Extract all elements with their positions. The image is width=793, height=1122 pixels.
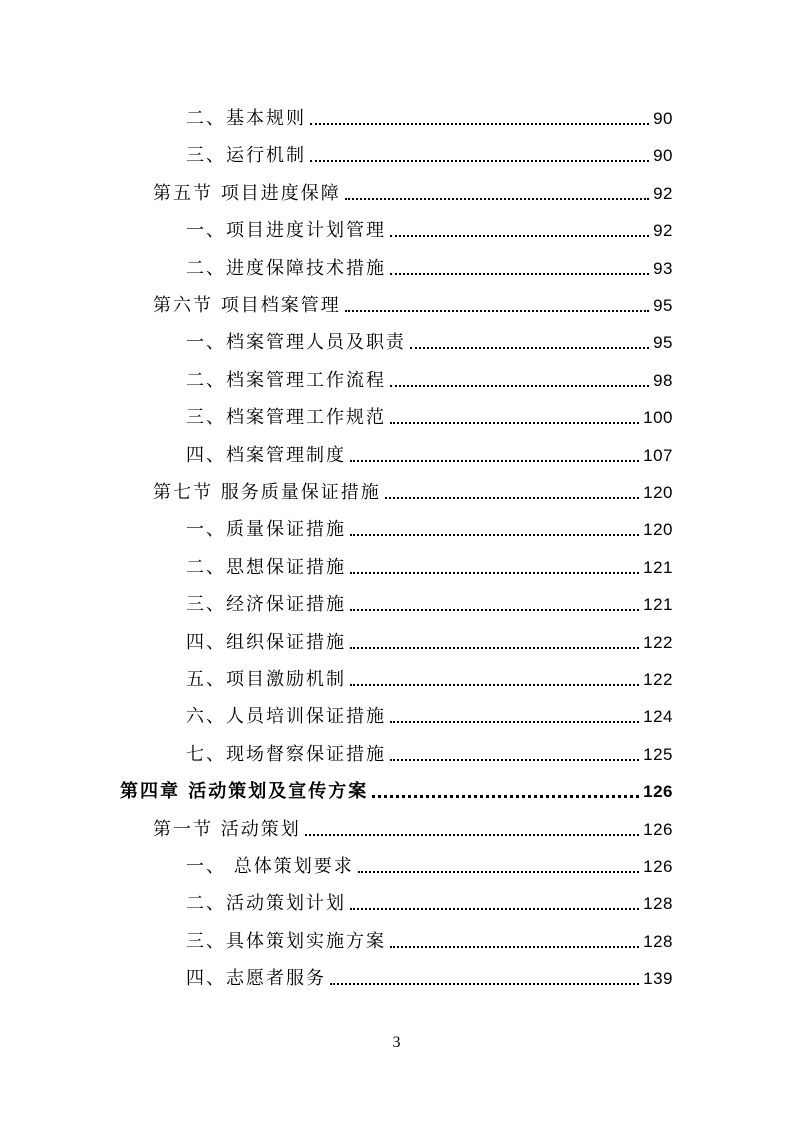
toc-entry-label: 第六节 项目档案管理 <box>153 295 341 316</box>
toc-entry[interactable] <box>186 851 673 879</box>
toc-dot-leader <box>358 871 639 873</box>
toc-entry-page: 95 <box>653 296 673 315</box>
toc-entry[interactable] <box>186 103 673 131</box>
toc-entry-page: 126 <box>643 782 673 802</box>
toc-entry[interactable] <box>186 327 673 355</box>
toc-entry-label: 三、档案管理工作规范 <box>186 407 386 429</box>
toc-entry-label: 五、项目激励机制 <box>186 669 346 690</box>
toc-entry-page: 124 <box>643 707 673 727</box>
toc-dot-leader <box>350 908 639 910</box>
toc-dot-leader <box>390 946 639 948</box>
toc-entry[interactable] <box>153 814 673 842</box>
toc-dot-leader <box>390 759 639 761</box>
toc-dot-leader <box>350 460 639 462</box>
toc-entry-label: 四、组织保证措施 <box>186 631 346 653</box>
toc-entry-label: 六、人员培训保证措施 <box>186 706 386 728</box>
toc-dot-leader <box>372 795 639 798</box>
toc-entry-label: 第一节 活动策划 <box>153 818 301 840</box>
toc-entry-label: 四、档案管理制度 <box>186 444 346 466</box>
toc-dot-leader <box>330 983 639 985</box>
toc-entry-page: 90 <box>653 146 673 166</box>
toc-entry-label: 第四章 活动策划及宣传方案 <box>120 781 369 803</box>
toc-entry-page: 92 <box>653 183 673 203</box>
toc-entry-label: 一、 总体策划要求 <box>186 856 354 877</box>
toc-entry-label: 一、档案管理人员及职责 <box>186 332 406 354</box>
toc-entry-label: 三、运行机制 <box>186 145 306 167</box>
toc-dot-leader <box>345 310 649 312</box>
toc-entry-label: 二、思想保证措施 <box>186 556 346 578</box>
toc-entry-page: 100 <box>643 408 673 428</box>
toc-dot-leader <box>390 273 649 275</box>
toc-entry-label: 二、活动策划计划 <box>186 893 346 915</box>
toc-entry[interactable] <box>186 739 673 767</box>
toc-entry-label: 三、经济保证措施 <box>186 594 346 616</box>
toc-entry-page: 139 <box>643 969 673 989</box>
toc-dot-leader <box>385 497 639 499</box>
toc-entry[interactable] <box>186 701 673 729</box>
toc-dot-leader <box>390 235 649 237</box>
toc-entry-page: 125 <box>643 744 673 764</box>
toc-entry-label: 一、质量保证措施 <box>186 519 346 541</box>
toc-entry-page: 120 <box>643 483 673 502</box>
toc-dot-leader <box>305 834 639 836</box>
toc-entry[interactable] <box>186 253 673 281</box>
toc-entry-page: 121 <box>643 557 673 577</box>
toc-entry-label: 一、项目进度计划管理 <box>186 220 386 242</box>
toc-entry-page: 122 <box>643 632 673 652</box>
toc-entry-page: 120 <box>643 520 673 540</box>
toc-dot-leader <box>390 385 649 387</box>
toc-dot-leader <box>390 422 639 424</box>
toc-entry[interactable] <box>186 888 673 916</box>
toc-entry[interactable] <box>186 402 673 430</box>
toc-dot-leader <box>350 684 639 686</box>
toc-entry[interactable] <box>186 514 673 542</box>
toc-dot-leader <box>350 609 639 611</box>
toc-dot-leader <box>410 347 649 349</box>
toc-entry[interactable] <box>186 552 673 580</box>
toc-entry-page: 121 <box>643 595 673 615</box>
toc-entry-page: 93 <box>653 258 673 278</box>
toc-entry[interactable] <box>120 776 673 804</box>
toc-entry-page: 122 <box>643 670 673 689</box>
toc-entry[interactable] <box>153 477 673 505</box>
toc-entry-page: 90 <box>653 109 673 128</box>
toc-entry[interactable] <box>186 664 673 692</box>
toc-entry[interactable] <box>186 365 673 393</box>
toc-entry-page: 98 <box>653 370 673 390</box>
toc-entry[interactable] <box>186 926 673 954</box>
toc-entry[interactable] <box>186 440 673 468</box>
toc-entry-label: 三、具体策划实施方案 <box>186 930 386 952</box>
toc-dot-leader <box>345 198 649 200</box>
toc-entry-page: 126 <box>643 819 673 839</box>
toc-dot-leader <box>310 160 649 162</box>
toc-entry[interactable] <box>153 290 673 318</box>
toc-dot-leader <box>390 721 639 723</box>
toc-entry-page: 128 <box>643 894 673 914</box>
toc-entry-page: 128 <box>643 931 673 951</box>
toc-entry[interactable] <box>186 140 673 168</box>
toc-entry-page: 107 <box>643 445 673 465</box>
toc-entry[interactable] <box>186 215 673 243</box>
toc-entry-label: 第五节 项目进度保障 <box>153 182 341 204</box>
toc-entry-page: 92 <box>653 221 673 241</box>
toc-entry[interactable] <box>186 589 673 617</box>
toc-dot-leader <box>350 534 639 536</box>
toc-dot-leader <box>350 647 639 649</box>
toc-entry-page: 95 <box>653 333 673 353</box>
toc-entry-label: 二、进度保障技术措施 <box>186 257 386 279</box>
toc-entry-label: 七、现场督察保证措施 <box>186 743 386 765</box>
toc-dot-leader <box>350 572 639 574</box>
toc-entry[interactable] <box>186 963 673 991</box>
toc-entry-label: 二、基本规则 <box>186 108 306 129</box>
toc-entry-page: 126 <box>643 857 673 876</box>
toc-dot-leader <box>310 123 649 125</box>
toc-entry-label: 二、档案管理工作流程 <box>186 369 386 391</box>
page-number: 3 <box>392 1034 401 1051</box>
toc-entry[interactable] <box>153 178 673 206</box>
toc-entry-label: 第七节 服务质量保证措施 <box>153 482 381 503</box>
toc-entry[interactable] <box>186 627 673 655</box>
toc-entry-label: 四、志愿者服务 <box>186 968 326 990</box>
